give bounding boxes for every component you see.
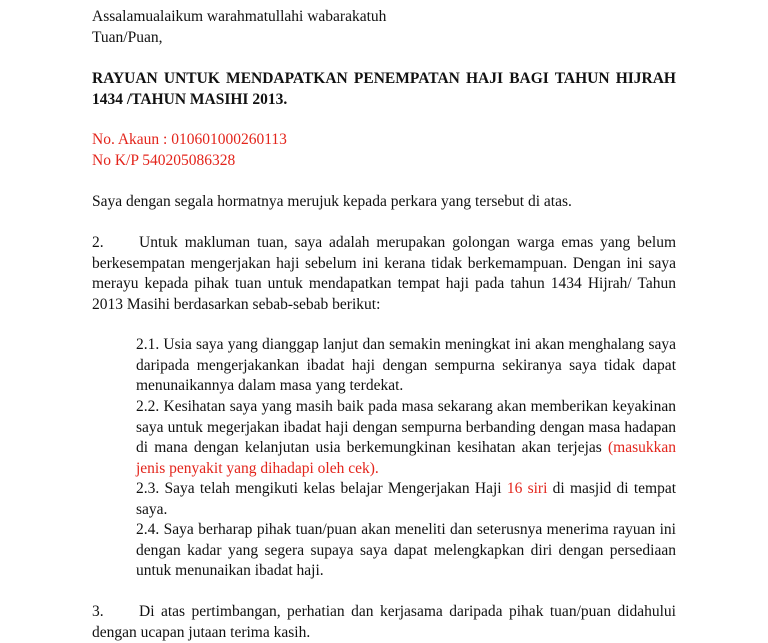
subject-heading: RAYUAN UNTUK MENDAPATKAN PENEMPATAN HAJI BAGI TAHUN HIJRAH 1434 /TAHUN MASIHI 2013.: [92, 70, 676, 108]
paragraph-3: [92, 602, 676, 643]
item-2-2-text: 2.2. Kesihatan saya yang masih baik pada masa sekarang akan memberikan keyakinan saya untuk megerjakan ibadat haji dengan sempurna berbanding dengan masa hadapan di mana dengan kelanjutan usia berkemungkinan kesihatan akan terjejas: [136, 398, 676, 456]
item-2-3-text: 2.3. Saya telah mengikuti kelas belajar Mengerjakan Haji: [136, 480, 507, 497]
paragraph-2: [92, 233, 676, 315]
item-2-3: [136, 479, 676, 520]
paragraph-3-number: 3.: [92, 603, 104, 620]
paragraph-2-number: 2.: [92, 234, 104, 251]
greeting: Assalamualaikum warahmatullahi wabarakatuh: [92, 8, 387, 25]
paragraph-2-text: Untuk makluman tuan, saya adalah merupakan golongan warga emas yang belum berkesempatan mengerjakan haji sebelum ini kerana tidak berkemampuan. Dengan ini saya merayu kepada pihak tuan untuk mendapatkan tempat haji pada tahun 1434 Hijrah/ Tahun 2013 Masihi berdasarkan sebab-sebab berikut:: [92, 234, 676, 313]
item-2-4: 2.4. Saya berharap pihak tuan/puan akan meneliti dan seterusnya menerima rayuan ini dengan kadar yang segera supaya saya dapat melengkapkan diri dengan persediaan untuk menunaikan ibadat haji.: [136, 521, 676, 579]
paragraph-3-text: Di atas pertimbangan, perhatian dan kerjasama daripada pihak tuan/puan didahului dengan ucapan jutaan terima kasih.: [92, 603, 676, 641]
item-2-1: 2.1. Usia saya yang dianggap lanjut dan semakin meningkat ini akan menghalang saya daripada mengerjakankan ibadat haji dengan sempurna sekiranya saya tidak dapat menunaikannya dalam masa yang terdekat.: [136, 336, 676, 394]
account-number: No. Akaun : 010601000260113: [92, 131, 287, 148]
ic-number: No K/P 540205086328: [92, 152, 236, 169]
item-2-2: [136, 397, 676, 479]
item-2-3-text-end: di masjid di tempat saya.: [136, 480, 677, 518]
item-2-3-count: 16 siri: [506, 480, 548, 497]
intro-paragraph: Saya dengan segala hormatnya merujuk kepada perkara yang tersebut di atas.: [92, 193, 572, 210]
item-2-2-placeholder: (masukkan jenis penyakit yang dihadapi oleh cek).: [136, 439, 676, 477]
salutation: Tuan/Puan,: [92, 29, 163, 46]
